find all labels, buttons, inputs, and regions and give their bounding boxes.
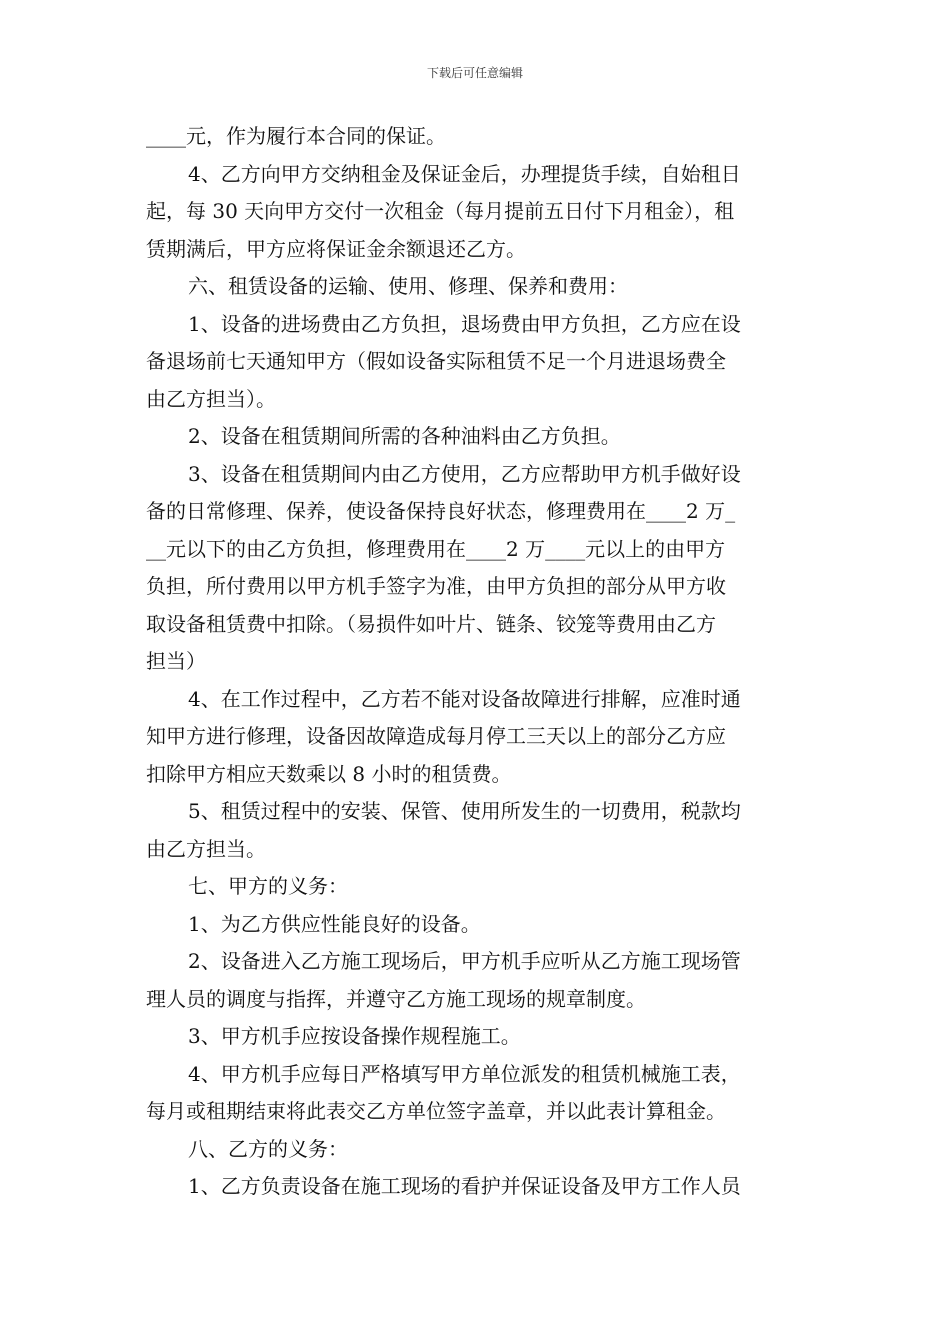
text-line: __元以下的由乙方负担，修理费用在____2 万____元以上的由甲方 [146, 536, 726, 561]
section-heading: 八、乙方的义务： [188, 1136, 348, 1161]
section-heading: 七、甲方的义务： [188, 874, 348, 898]
section-heading: 六、租赁设备的运输、使用、修理、保养和费用： [188, 274, 628, 298]
text-line: 1、设备的进场费由乙方负担，退场费由甲方负担，乙方应在设 [188, 311, 741, 336]
text-line: 4、甲方机手应每日严格填写甲方单位派发的租赁机械施工表， [188, 1061, 741, 1086]
text-line: 2、设备在租赁期间所需的各种油料由乙方负担。 [188, 424, 621, 448]
text-line: 每月或租期结束将此表交乙方单位签字盖章，并以此表计算租金。 [146, 1099, 726, 1123]
text-line: 1、为乙方供应性能良好的设备。 [188, 911, 481, 936]
text-line: 负担，所付费用以甲方机手签字为准，由甲方负担的部分从甲方收 [146, 574, 726, 598]
text-line: 5、租赁过程中的安装、保管、使用所发生的一切费用，税款均 [188, 799, 741, 823]
text-line: 赁期满后，甲方应将保证金余额退还乙方。 [146, 236, 526, 261]
text-line: 取设备租赁费中扣除。（易损件如叶片、链条、铰笼等费用由乙方 [146, 611, 716, 636]
text-line: 扣除甲方相应天数乘以 8 小时的租赁费。 [146, 761, 512, 786]
contract-body [146, 118, 806, 1206]
text-line: ____元，作为履行本合同的保证。 [146, 124, 446, 148]
text-line: 3、设备在租赁期间内由乙方使用，乙方应帮助甲方机手做好设 [188, 461, 741, 486]
text-line: 2、设备进入乙方施工现场后，甲方机手应听从乙方施工现场管 [188, 949, 741, 973]
text-line: 备的日常修理、保养，使设备保持良好状态，修理费用在____2 万_ [146, 499, 736, 523]
text-line: 知甲方进行修理，设备因故障造成每月停工三天以上的部分乙方应 [146, 724, 726, 748]
text-line: 4、乙方向甲方交纳租金及保证金后，办理提货手续，自始租日 [188, 161, 741, 186]
text-line: 3、甲方机手应按设备操作规程施工。 [188, 1024, 521, 1048]
text-line: 担当） [146, 649, 206, 673]
text-line: 理人员的调度与指挥，并遵守乙方施工现场的规章制度。 [146, 986, 646, 1011]
text-line: 4、在工作过程中，乙方若不能对设备故障进行排解，应准时通 [188, 686, 741, 711]
page-header: 下载后可任意编辑 [426, 66, 523, 80]
text-line: 由乙方担当）。 [146, 386, 276, 411]
text-line: 起，每 30 天向甲方交付一次租金（每月提前五日付下月租金），租 [146, 199, 735, 223]
text-line: 由乙方担当。 [146, 836, 266, 861]
text-line: 1、乙方负责设备在施工现场的看护并保证设备及甲方工作人员 [188, 1174, 741, 1198]
text-line: 备退场前七天通知甲方（假如设备实际租赁不足一个月进退场费全 [146, 349, 726, 373]
